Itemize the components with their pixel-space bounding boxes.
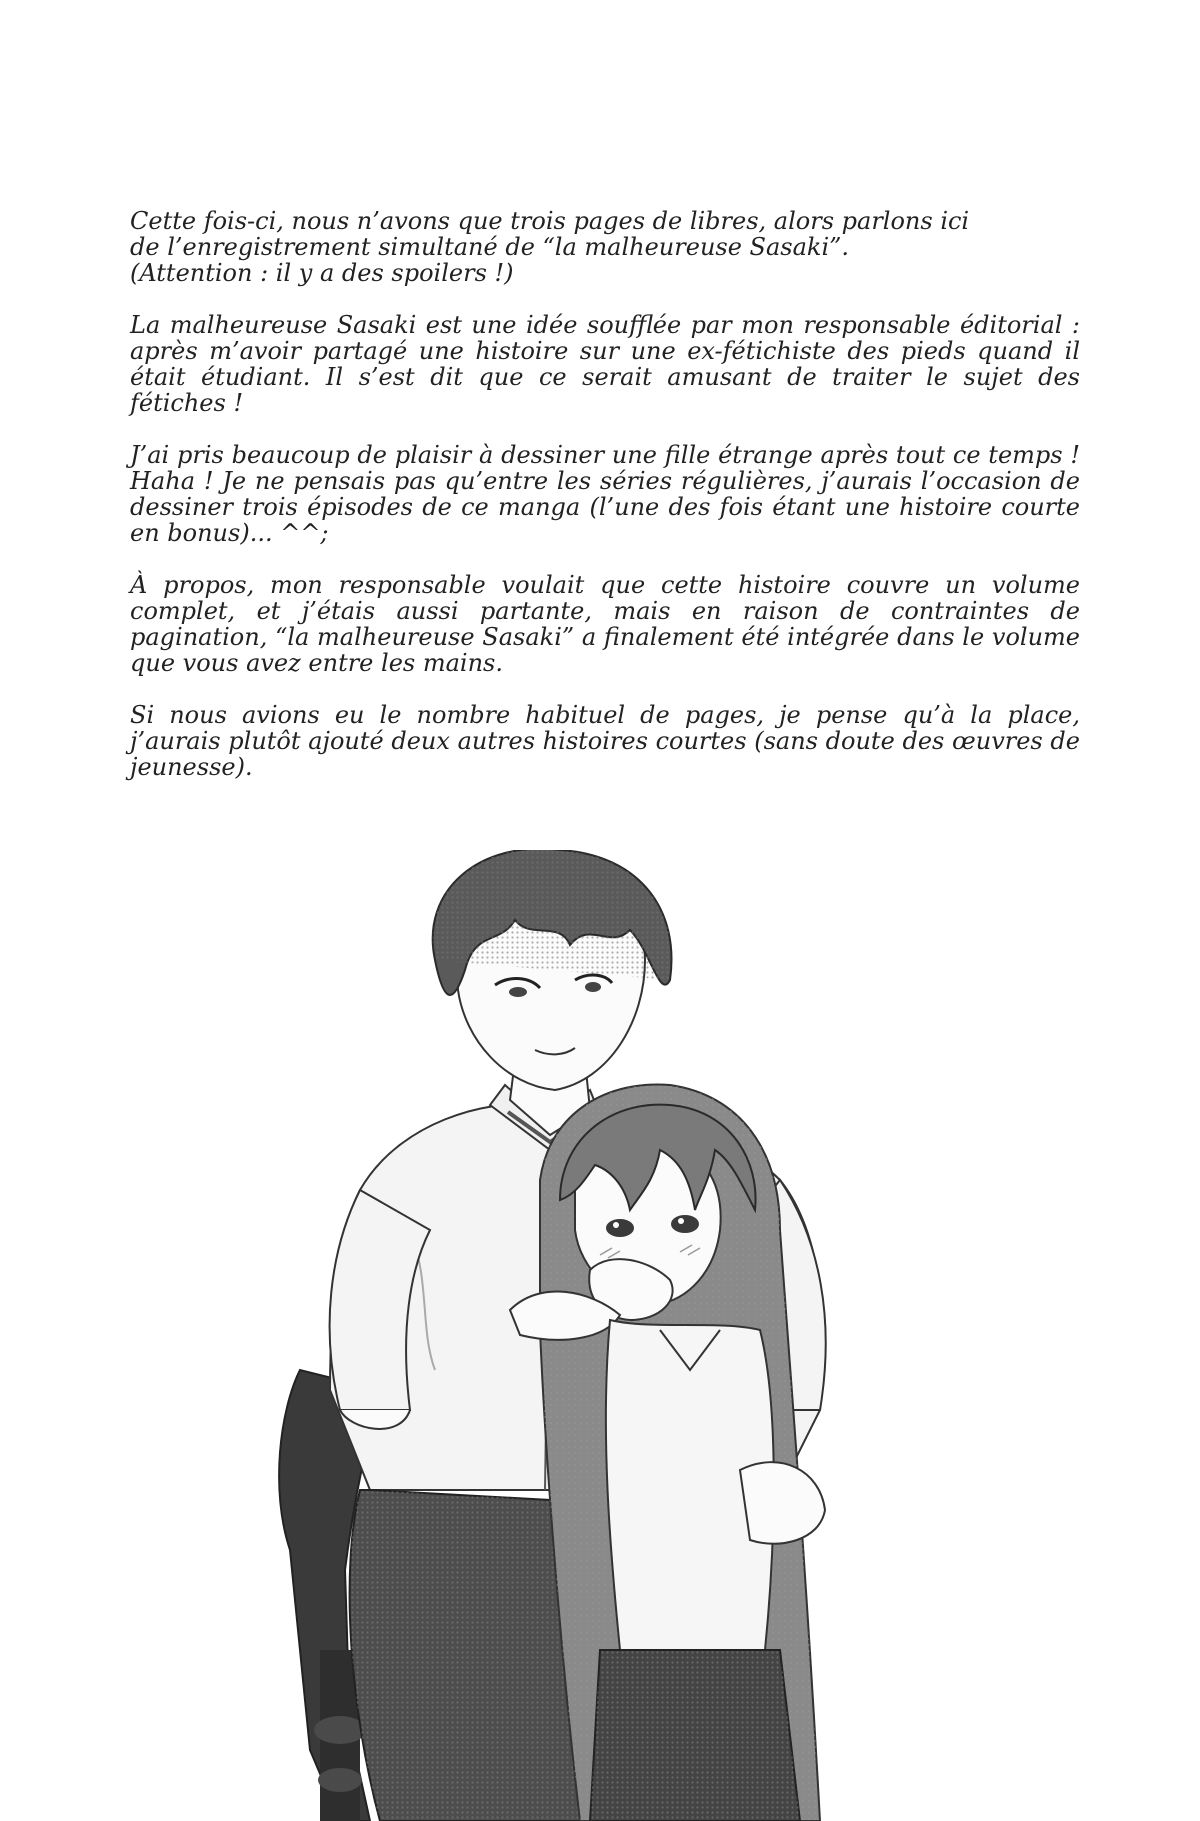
- afterword-paragraph-2: La malheureuse Sasaki est une idée soufflée par mon responsable éditorial : après m’avoir partagé une histoire sur une ex-fétichiste des pieds quand il était étudiant. Il s’est dit que ce serait amusant de traiter le sujet des fétiches !: [130, 311, 1080, 417]
- afterword-line: Cette fois-ci, nous n’avons que trois pages de libres, alors parlons ici: [130, 207, 970, 235]
- afterword-paragraph-5: Si nous avions eu le nombre habituel de pages, je pense qu’à la place, j’aurais plutôt ajouté deux autres histoires courtes (sans doute des œuvres de jeunesse).: [130, 701, 1080, 781]
- afterword-line: (Attention : il y a des spoilers !): [130, 259, 514, 287]
- afterword-paragraph-1: [130, 208, 1080, 286]
- afterword-paragraph-4: À propos, mon responsable voulait que cette histoire couvre un volume complet, et j’étais aussi partante, mais en raison de contraintes de pagination, “la malheureuse Sasaki” a finalement été intégrée dans le volume que vous avez entre les mains.: [130, 571, 1080, 677]
- couple-illustration: [260, 850, 960, 1821]
- afterword-paragraph-3: J’ai pris beaucoup de plaisir à dessiner une fille étrange après tout ce temps ! Haha ! Je ne pensais pas qu’entre les séries régulières, j’aurais l’occasion de dessiner trois épisodes de ce manga (l’une des fois étant une histoire courte en bonus)... ^^;: [130, 441, 1080, 547]
- afterword-text: [130, 208, 1080, 806]
- afterword-line: de l’enregistrement simultané de “la malheureuse Sasaki”.: [130, 233, 850, 261]
